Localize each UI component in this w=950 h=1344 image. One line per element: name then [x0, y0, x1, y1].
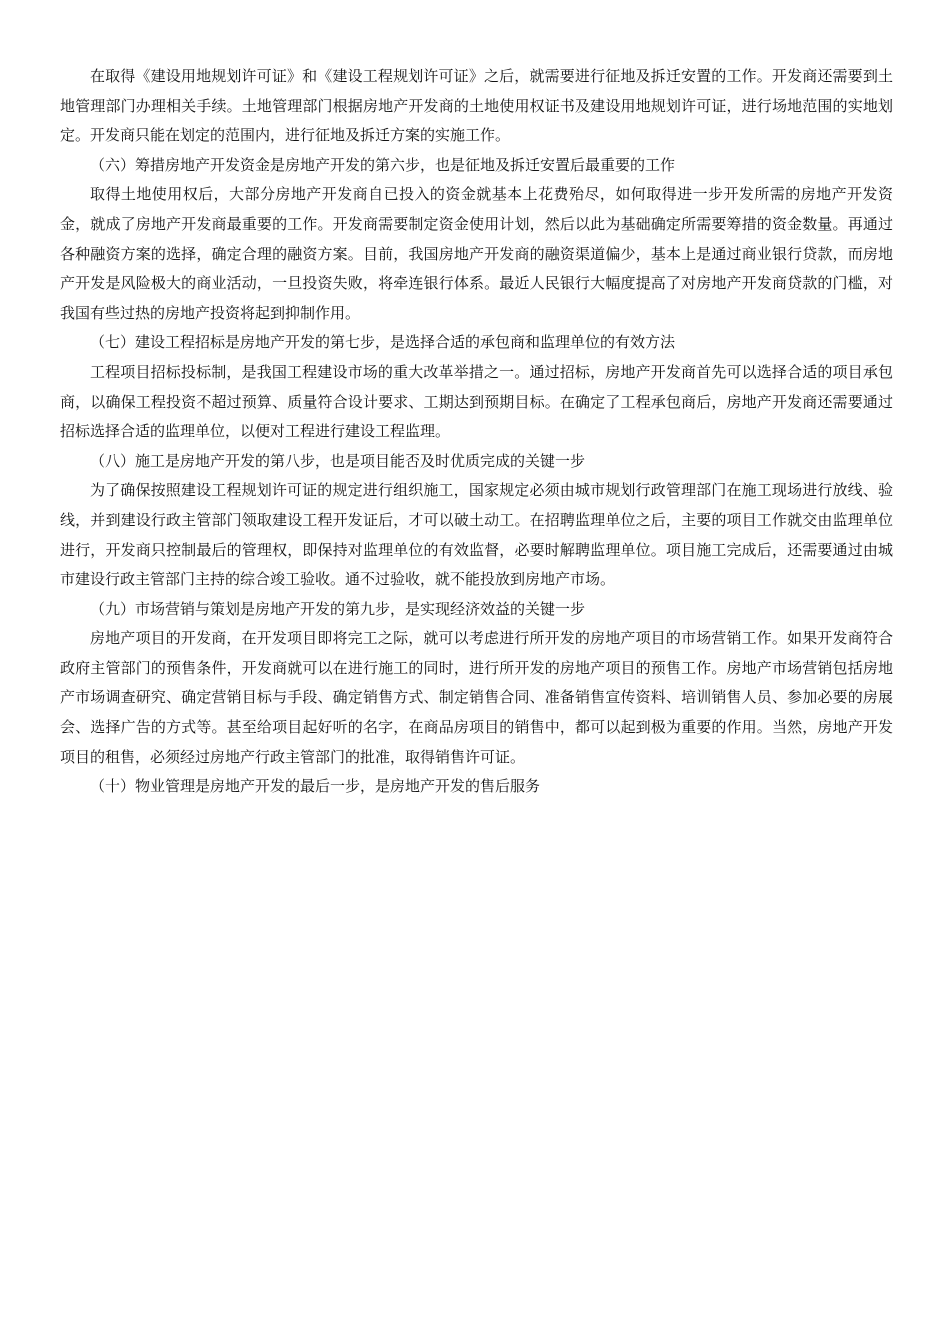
section-heading-6: （六）筹措房地产开发资金是房地产开发的第六步，也是征地及拆迁安置后最重要的工作 — [90, 155, 676, 174]
paragraph-marketing: 房地产项目的开发商，在开发项目即将完工之际，就可以考虑进行所开发的房地产项目的市场营销工作。如果开发商符合政府主管部门的预售条件，开发商就可以在进行施工的同时，进行所开发的房地产项目的预售工作。房地产市场营销包括房地产市场调查研究、确定营销目标与手段、确定销售方式、制定销售合同、准备销售宣传资料、培训销售人员、参加必要的房展会、选择广告的方式等。甚至给项目起好听的名字，在商品房项目的销售中，都可以起到极为重要的作用。当然，房地产开发项目的租售，必须经过房地产行政主管部门的批准，取得销售许可证。 — [60, 629, 893, 766]
paragraph-construction: 为了确保按照建设工程规划许可证的规定进行组织施工，国家规定必须由城市规划行政管理部门在施工现场进行放线、验线，并到建设行政主管部门领取建设工程开发证后，才可以破土动工。在招聘监理单位之后，主要的项目工作就交由监理单位进行，开发商只控制最后的管理权，即保持对监理单位的有效监督，必要时解聘监理单位。项目施工完成后，还需要通过由城市建设行政主管部门主持的综合竣工验收。通不过验收，就不能投放到房地产市场。 — [60, 481, 893, 589]
paragraph-financing: 取得土地使用权后，大部分房地产开发商自已投入的资金就基本上花费殆尽，如何取得进一步开发所需的房地产开发资金，就成了房地产开发商最重要的工作。开发商需要制定资金使用计划，然后以此为基础确定所需要筹措的资金数量。再通过各种融资方案的选择，确定合理的融资方案。目前，我国房地产开发商的融资渠道偏少，基本上是通过商业银行贷款，而房地产开发是风险极大的商业活动，一旦投资失败，将牵连银行体系。最近人民银行大幅度提高了对房地产开发商贷款的门槛，对我国有些过热的房地产投资将起到抑制作用。 — [60, 185, 893, 322]
document-page — [60, 62, 893, 802]
paragraph-bidding: 工程项目招标投标制，是我国工程建设市场的重大改革举措之一。通过招标，房地产开发商首先可以选择合适的项目承包商，以确保工程投资不超过预算、质量符合设计要求、工期达到预期目标。在确定了工程承包商后，房地产开发商还需要通过招标选择合适的监理单位，以便对工程进行建设工程监理。 — [60, 362, 893, 441]
section-heading-7: （七）建设工程招标是房地产开发的第七步，是选择合适的承包商和监理单位的有效方法 — [90, 333, 676, 352]
paragraph-land-acquisition: 在取得《建设用地规划许可证》和《建设工程规划许可证》之后，就需要进行征地及拆迁安置的工作。开发商还需要到土地管理部门办理相关手续。土地管理部门根据房地产开发商的土地使用权证书及建设用地规划许可证，进行场地范围的实地划定。开发商只能在划定的范围内，进行征地及拆迁方案的实施工作。 — [60, 67, 893, 145]
section-heading-10: （十）物业管理是房地产开发的最后一步，是房地产开发的售后服务 — [90, 777, 541, 796]
section-heading-8: （八）施工是房地产开发的第八步，也是项目能否及时优质完成的关键一步 — [90, 451, 586, 470]
section-heading-9: （九）市场营销与策划是房地产开发的第九步，是实现经济效益的关键一步 — [90, 599, 586, 618]
